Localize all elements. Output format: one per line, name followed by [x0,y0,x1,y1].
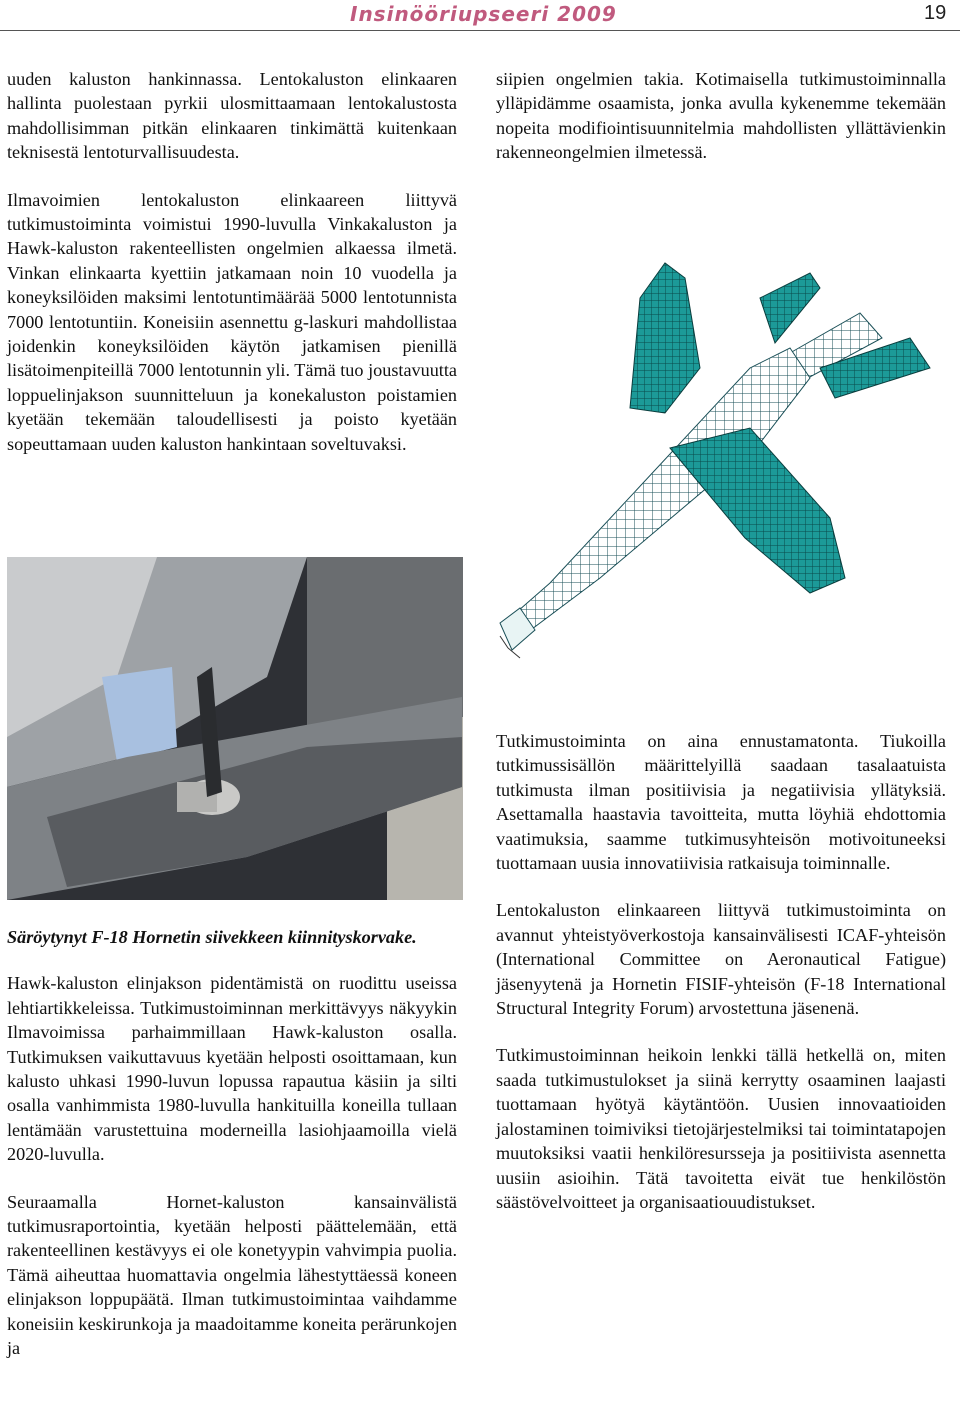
right-column-top [496,67,946,165]
figure-cracked-lug-photo [7,557,463,900]
paragraph-international: Lentokaluston elinkaareen liittyvä tutkimustoiminta on avannut yhteistyöverkostoja kansainvälisesti ICAF-yhteisön (International Committee on Aeronautical Fatigue) jäsenyytenä ja Hornetin FISIF-yhteisön (F-18 International Structural Integrity Forum) arvostettuna jäsenenä. [496,900,946,1019]
figure-caption: Säröytynyt F-18 Hornetin siivekkeen kiinnityskorvake. [7,927,417,947]
paragraph-weakest-link: Tutkimustoiminnan heikoin lenkki tällä hetkellä on, miten saada tutkimustulokset ja siinä kerrytty osaaminen laajasti tuottamaan hyötyä käytäntöön. Uusien innovaatioiden jalostaminen toimiviksi tietojärjestelmiksi tai toimintatapojen muutoksiksi vaatii henkilöresursseja ja positiivista asennetta uusiin asioihin. Tätä tavoitetta eivät tue henkilöstön säästövelvoitteet ja organisaatiouudistukset. [496,1045,946,1212]
page-number: 19 [924,2,947,24]
paragraph-hornet: Seuraamalla Hornet-kaluston kansainvälistä tutkimusraportointia, kyetään helposti päättelemään, että rakenteellinen kestävyys ei ole konetyypin vahvimpia puolia. Tämä aiheuttaa huomattavia ongelmia lähestyttäessä koneen elinjakson loppupäätä. Ilman tutkimustoimintaa vaihdamme koneisiin keskirunkoja ja maadoitamme koneita perärunkojen ja [7,1191,457,1359]
paragraph-intro: uuden kaluston hankinnassa. Lentokaluston elinkaaren hallinta puolestaan pyrkii ulosmittaamaan lentokalustosta mahdollisimman pitkän elinkaaren tinkimättä kuitenkaan teknisestä lentoturvallisuudesta. [7,69,457,163]
header-rule [0,30,960,31]
paragraph-hawk: Hawk-kaluston elinjakson pidentämistä on ruodittu useissa lehtiartikkeleissa. Tutkimustoiminnan merkittävyys näkyykin Ilmavoimissa parhaimmillaan Hawk-kaluston osalla. Tutkimuksen vaikuttavuus kyetään helposti osoittamaan, kun kalusto uhkasi 1990-luvun lopussa rapautua käsiin ja silti osalla vanhimmista 1980-luvulla hankituilla koneilla tullaan lentämään varustettuina moderneilla lasiohjaamoilla vielä 2020-luvulla. [7,973,457,1165]
cracked-lug-photo-icon [7,557,463,900]
left-column-bottom [7,925,457,1361]
left-column-top [7,67,457,456]
paragraph-research-history: Ilmavoimien lentokaluston elinkaareen liittyvä tutkimustoiminta voimistui 1990-luvulla Vinkakaluston ja Hawk-kaluston rakenteellisten ongelmien alkaessa ilmetä. Vinkan elinkaarta kyettiin jatkamaan noin 10 vuodella ja koneyksilöiden maksimi lentotuntimäärää 5000 lentotunnista 7000 lentotuntiin. Koneisiin asennettu g-laskuri mahdollistaa joidenkin koneyksilöiden käytön jatkamisen pienillä lisätoimenpiteillä 7000 lentotunnin yli. Tämä tuo joustavuutta loppuelinjakson suunnitteluun ja konekaluston poistamien kyetään tekemään taloudellisesti ja poisto kyetään sopeuttamaan uuden kaluston hankintaan soveltuvaksi. [7,189,457,454]
running-header-title: Insinööriupseeri 2009 [350,2,617,26]
paragraph-wing-problems: siipien ongelmien takia. Kotimaisella tutkimustoiminnalla ylläpidämme osaamista, jonka avulla kykenemme tekemään nopeita modifiointisuunnitelmia mahdollisten yllättävienkin rakenneongelmien ilmetessä. [496,69,946,163]
figure-fem-aircraft-model [490,258,950,663]
paragraph-unpredictable: Tutkimustoiminta on aina ennustamatonta. Tiukoilla tutkimussisällön määrittelyillä saadaan tasalaatuista tutkimusta ilman positiivisia ja negatiivisia yllätyksiä. Asettamalla haastavia tavoitteita, mutta löyhiä ehdottomia vaatimuksia, saamme tutkimusyhteisön motivoituneeksi tuottamaan uusia innovatiivisia ratkaisuja toiminnalle. [496,731,946,874]
aircraft-wireframe-icon [490,258,950,663]
right-column-bottom [496,729,946,1214]
